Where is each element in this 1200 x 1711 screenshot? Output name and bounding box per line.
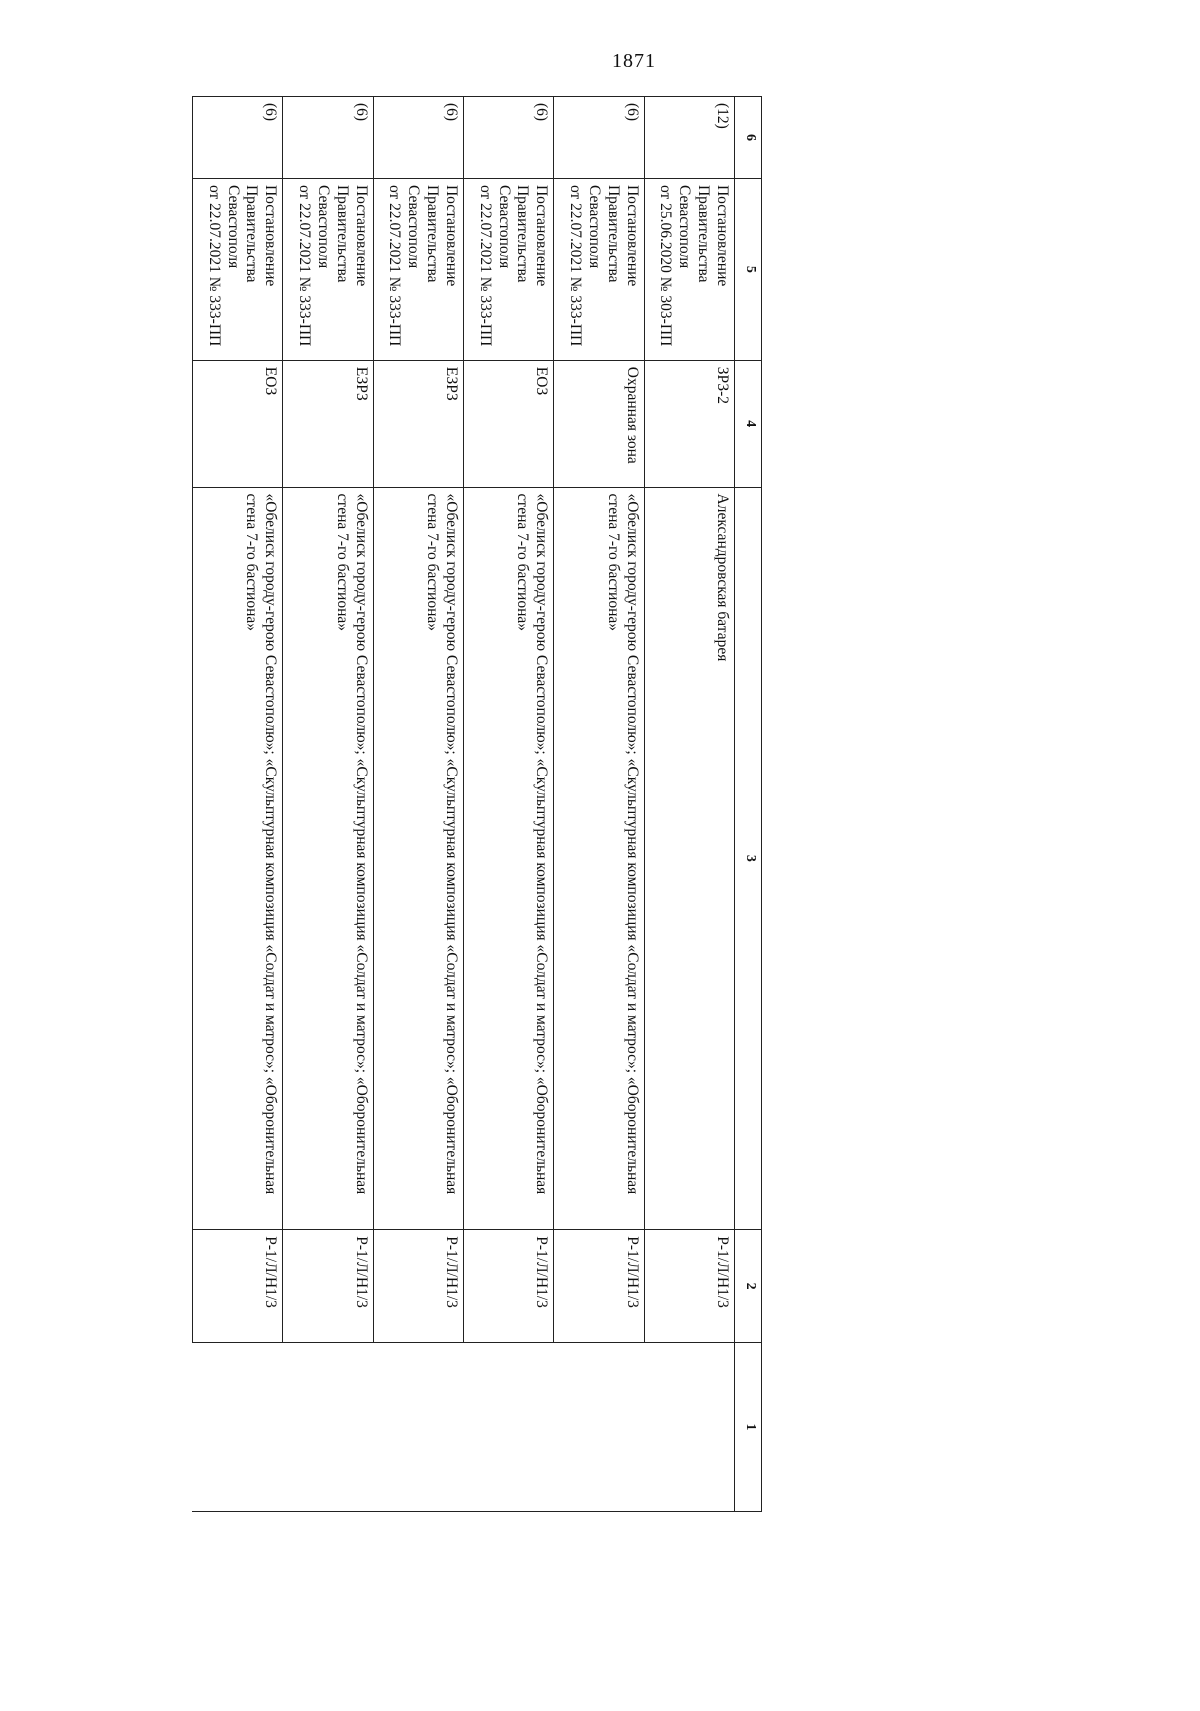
regulation-line: Правительства: [604, 184, 622, 283]
cell-col1: [193, 1342, 283, 1511]
cell-regulation: [193, 178, 283, 360]
table-row: [373, 97, 463, 1512]
regulation-line: Севастополя: [314, 184, 332, 269]
cell-zone: Охранная зона: [554, 360, 644, 487]
cell-regulation: [283, 178, 373, 360]
cell-code: Р-1/Л/Н1/3: [373, 1230, 463, 1343]
header-col-1: 1: [735, 1342, 762, 1511]
regulation-line: Правительства: [695, 184, 713, 283]
regulation-line: Правительства: [333, 184, 351, 283]
regulation-line: от 22.07.2021 № 333-ПП: [386, 184, 404, 347]
cell-note: (6): [283, 97, 373, 179]
table-row: [193, 97, 283, 1512]
regulation-line: от 22.07.2021 № 333-ПП: [205, 184, 223, 347]
cell-code: Р-1/Л/Н1/3: [464, 1230, 554, 1343]
regulation-line: Севастополя: [405, 184, 423, 269]
cell-regulation: [644, 178, 734, 360]
cell-note: (12): [644, 97, 734, 179]
header-col-3: 3: [735, 487, 762, 1230]
document-table: [192, 96, 762, 1512]
cell-object-name: Александровская батарея: [644, 487, 734, 1230]
regulation-line: Постановление: [443, 184, 461, 287]
cell-object-name: «Обелиск городу-герою Севастополю»; «Скульптурная композиция «Солдат и матрос»; «Оборонительная стена 7-го бастиона»: [464, 487, 554, 1230]
regulation-line: Севастополя: [585, 184, 603, 269]
table-row: [283, 97, 373, 1512]
page-number: 1871: [612, 50, 656, 72]
document-table-wrapper: [192, 96, 762, 1512]
regulation-line: от 25.06.2020 № 303-ПП: [657, 184, 675, 347]
cell-zone: ЕЗРЗ: [283, 360, 373, 487]
table-row: [644, 97, 734, 1512]
regulation-line: Севастополя: [224, 184, 242, 269]
cell-object-name: «Обелиск городу-герою Севастополю»; «Скульптурная композиция «Солдат и матрос»; «Оборонительная стена 7-го бастиона»: [283, 487, 373, 1230]
cell-object-name: «Обелиск городу-герою Севастополю»; «Скульптурная композиция «Солдат и матрос»; «Оборонительная стена 7-го бастиона»: [554, 487, 644, 1230]
table-row: [554, 97, 644, 1512]
regulation-line: от 22.07.2021 № 333-ПП: [295, 184, 313, 347]
table-row: [464, 97, 554, 1512]
cell-code: Р-1/Л/Н1/3: [283, 1230, 373, 1343]
table-header-row: [735, 97, 762, 1512]
regulation-line: Правительства: [424, 184, 442, 283]
regulation-line: Постановление: [352, 184, 370, 287]
cell-regulation: [373, 178, 463, 360]
regulation-line: от 22.07.2021 № 333-ПП: [476, 184, 494, 347]
cell-col1: [464, 1342, 554, 1511]
cell-regulation: [464, 178, 554, 360]
cell-zone: ЕОЗ: [464, 360, 554, 487]
cell-zone: ЕОЗ: [193, 360, 283, 487]
regulation-line: Правительства: [514, 184, 532, 283]
rotated-table-container: [192, 96, 762, 1512]
table-body: [193, 97, 735, 1512]
regulation-line: Постановление: [714, 184, 731, 287]
cell-zone: ЕЗРЗ: [373, 360, 463, 487]
cell-code: Р-1/Л/Н1/3: [554, 1230, 644, 1343]
regulation-line: Севастополя: [495, 184, 513, 269]
cell-zone: ЗРЗ-2: [644, 360, 734, 487]
regulation-line: Постановление: [623, 184, 641, 287]
regulation-line: Постановление: [533, 184, 551, 287]
regulation-line: Постановление: [262, 184, 280, 287]
header-col-5: 5: [735, 178, 762, 360]
cell-code: Р-1/Л/Н1/3: [644, 1230, 734, 1343]
cell-col1: [554, 1342, 644, 1511]
cell-code: Р-1/Л/Н1/3: [193, 1230, 283, 1343]
cell-note: (6): [464, 97, 554, 179]
cell-col1: [644, 1342, 734, 1511]
cell-note: (6): [554, 97, 644, 179]
header-col-2: 2: [735, 1230, 762, 1343]
cell-object-name: «Обелиск городу-герою Севастополю»; «Скульптурная композиция «Солдат и матрос»; «Оборонительная стена 7-го бастиона»: [373, 487, 463, 1230]
cell-note: (6): [373, 97, 463, 179]
cell-col1: [283, 1342, 373, 1511]
cell-regulation: [554, 178, 644, 360]
cell-note: (6): [193, 97, 283, 179]
regulation-line: от 22.07.2021 № 333-ПП: [566, 184, 584, 347]
header-col-4: 4: [735, 360, 762, 487]
regulation-line: Правительства: [243, 184, 261, 283]
regulation-line: Севастополя: [676, 184, 694, 269]
cell-col1: [373, 1342, 463, 1511]
header-col-6: 6: [735, 97, 762, 179]
cell-object-name: «Обелиск городу-герою Севастополю»; «Скульптурная композиция «Солдат и матрос»; «Оборонительная стена 7-го бастиона»: [193, 487, 283, 1230]
